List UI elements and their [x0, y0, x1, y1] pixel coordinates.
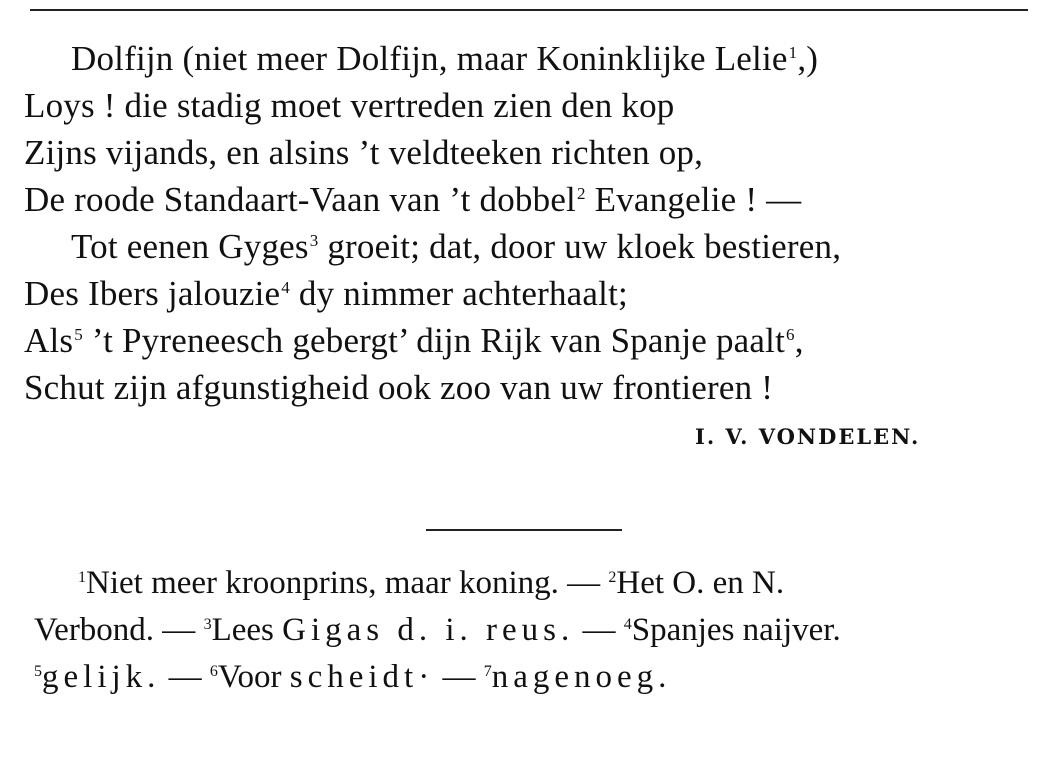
verse-line-7: [24, 318, 804, 370]
verse-line-1: [71, 36, 818, 88]
verse-text: Schut zijn afgunstigheid ook zoo van uw frontieren !: [24, 368, 774, 407]
footnote-text: —: [434, 659, 484, 695]
verse-text: Tot eenen Gyges: [71, 227, 309, 266]
footnote-text: Niet meer kroonprins, maar koning. —: [86, 565, 609, 601]
verse-text: Zijns vijands, en alsins ’t veldteeken richten op,: [24, 133, 704, 172]
footnote-text: Lees: [211, 612, 283, 648]
verse-line-2: [24, 83, 674, 129]
footnote-number: 3: [203, 616, 212, 633]
footnote-divider: [426, 529, 622, 531]
verse-text: Evangelie ! —: [585, 180, 802, 219]
verse-line-3: [24, 130, 703, 176]
footnote-text: Voor: [217, 659, 290, 695]
footnote-text: —: [574, 612, 624, 648]
verse-text: Dolfijn (niet meer Dolfijn, maar Koninklijke Lelie: [71, 39, 788, 78]
footnote-marker: 1: [788, 43, 798, 62]
footnote-number: 7: [483, 663, 492, 680]
footnote-number: 6: [209, 663, 218, 680]
footnote-number: 4: [623, 616, 632, 633]
footnote-line-1: [78, 561, 784, 611]
verse-line-8: [24, 365, 773, 411]
footnote-number: 2: [608, 569, 617, 586]
verse-text: Als: [24, 321, 74, 360]
verse-line-5: [71, 224, 841, 276]
footnote-marker: 3: [309, 231, 319, 250]
footnote-emphasis: Gigas d. i. reus.: [282, 612, 575, 648]
footnote-emphasis: gelijk.: [42, 659, 161, 695]
author-signature: I. V. VONDELEN.: [695, 424, 921, 449]
footnote-marker: 6: [786, 325, 795, 344]
footnote-emphasis: scheidt·: [289, 659, 435, 695]
verse-line-6: [24, 271, 628, 323]
footnote-number: 5: [34, 663, 42, 680]
verse-text: Des Ibers jalouzie: [24, 274, 281, 313]
top-rule: [30, 9, 1028, 11]
footnote-line-3: [34, 655, 671, 705]
verse-text: ,: [794, 321, 804, 360]
verse-text: groeit; dat, door uw kloek bestieren,: [318, 227, 842, 266]
footnote-number: 1: [78, 569, 86, 586]
verse-text: dy nimmer achterhaalt;: [289, 274, 628, 313]
footnote-text: Verbond. —: [34, 612, 204, 648]
verse-text: ,): [797, 39, 819, 78]
verse-text: Loys ! die stadig moet vertreden zien den kop: [24, 86, 675, 125]
footnote-line-2: [34, 608, 841, 658]
verse-text: ’t Pyreneesch gebergt’ dijn Rijk van Spanje paalt: [82, 321, 785, 360]
footnote-marker: 4: [281, 278, 290, 297]
footnote-emphasis: nagenoeg.: [491, 659, 672, 695]
footnote-text: —: [160, 659, 210, 695]
footnote-marker: 5: [74, 325, 83, 344]
footnote-text: Het O. en N.: [616, 565, 785, 601]
footnote-text: Spanjes naijver.: [631, 612, 841, 648]
verse-line-4: [24, 177, 801, 229]
footnote-marker: 2: [577, 184, 586, 203]
verse-text: De roode Standaart-Vaan van ’t dobbel: [24, 180, 576, 219]
